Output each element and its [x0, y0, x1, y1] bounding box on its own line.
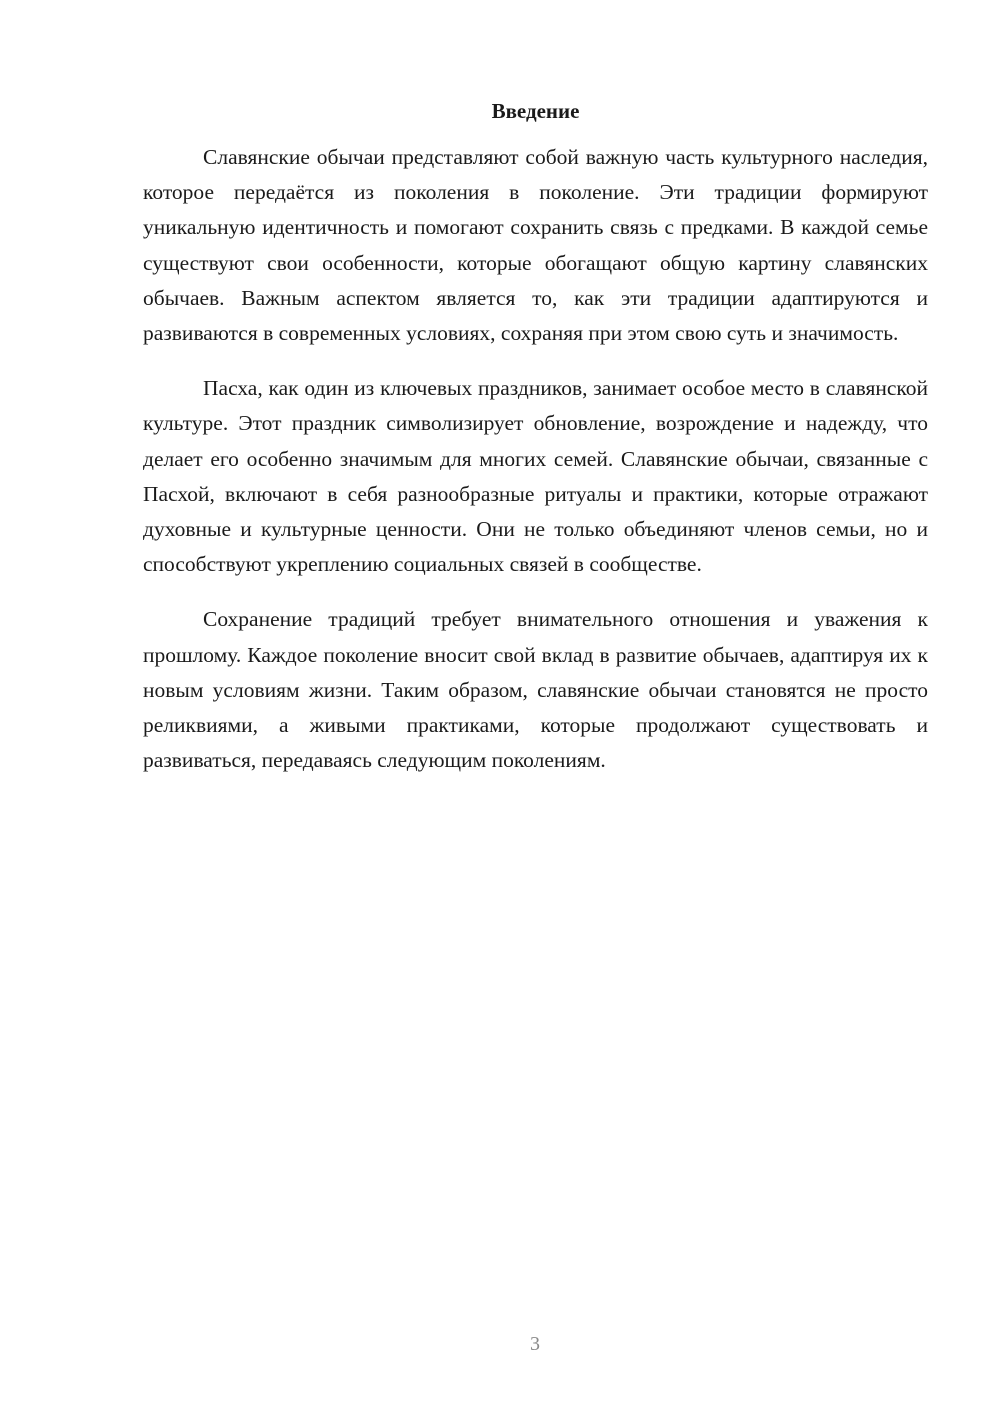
page-content	[143, 94, 928, 798]
page-number: 3	[530, 1333, 540, 1355]
paragraph-3: Сохранение традиций требует внимательного отношения и уважения к прошлому. Каждое поколение вносит свой вклад в развитие обычаев, адаптируя их к новым условиям жизни. Таким образом, славянские обычаи становятся не просто реликвиями, а живыми практиками, которые продолжают существовать и развиваться, передаваясь следующим поколениям.	[143, 607, 928, 773]
paragraph-1: Славянские обычаи представляют собой важную часть культурного наследия, которое передаётся из поколения в поколение. Эти традиции формируют уникальную идентичность и помогают сохранить связь с предками. В каждой семье существуют свои особенности, которые обогащают общую картину славянских обычаев. Важным аспектом является то, как эти традиции адаптируются и развиваются в современных условиях, сохраняя при этом свою суть и значимость.	[143, 145, 928, 346]
paragraph-2: Пасха, как один из ключевых праздников, занимает особое место в славянской культуре. Этот праздник символизирует обновление, возрождение и надежду, что делает его особенно значимым для многих семей. Славянские обычаи, связанные с Пасхой, включают в себя разнообразные ритуалы и практики, которые отражают духовные и культурные ценности. Они не только объединяют членов семьи, но и способствуют укреплению социальных связей в сообществе.	[143, 376, 928, 577]
section-heading: Введение	[491, 99, 580, 123]
